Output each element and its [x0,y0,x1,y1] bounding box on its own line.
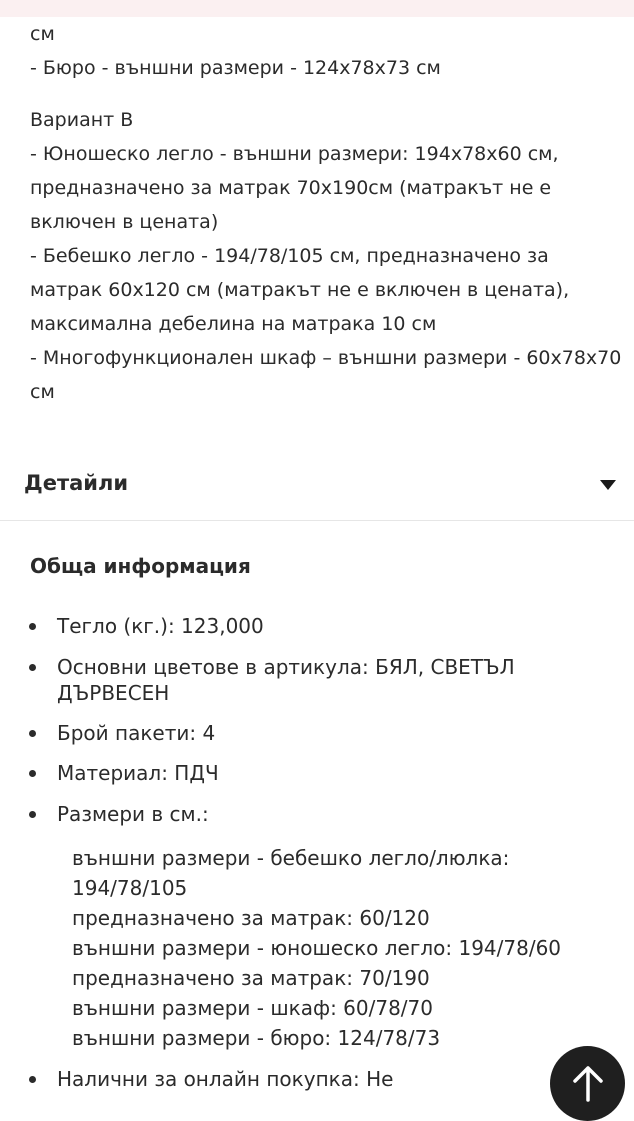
bullet-icon [29,664,36,671]
details-accordion-header[interactable] [0,452,634,521]
description-line: максимална дебелина на матрака 10 см [30,313,437,335]
variant-title: Вариант В [30,109,134,131]
size-line: предназначено за матрак: 60/120 [72,906,430,930]
size-line: външни размери - шкаф: 60/78/70 [72,996,433,1020]
size-line: външни размери - бюро: 124/78/73 [72,1026,441,1050]
bullet-icon [29,730,36,737]
description-line: - Юношеско легло - външни размери: 194x78x60 см, [30,143,559,165]
size-line: 194/78/105 [72,876,188,900]
bullet-icon [29,623,36,630]
list-item-colors: Основни цветове в артикула: БЯЛ, СВЕТЪЛ ДЪРВЕСЕН [57,654,515,706]
description-line: включен в цената) [30,211,219,233]
list-item-online: Налични за онлайн покупка: Не [57,1066,393,1092]
general-info-title: Обща информация [30,554,251,578]
top-banner-strip [0,0,634,17]
description-line: - Бебешко легло - 194/78/105 см, предназначено за [30,245,549,267]
list-item-sizes: Размери в см.: [57,801,209,827]
details-title: Детайли [24,471,129,495]
description-line: - Бюро - външни размери - 124x78x73 см [30,57,441,79]
bullet-icon [29,1076,36,1083]
product-description [30,17,620,409]
arrow-up-icon [569,1063,607,1103]
size-line: предназначено за матрак: 70/190 [72,966,430,990]
description-line: см [30,23,55,45]
caret-down-icon [600,480,616,490]
size-line: външни размери - бебешко легло/люлка: [72,846,510,870]
bullet-icon [29,770,36,777]
description-line: - Многофункционален шкаф – външни размери - 60x78x70 [30,347,622,369]
list-item-material: Материал: ПДЧ [57,760,219,786]
bullet-icon [29,811,36,818]
sizes-list [72,843,561,1053]
list-item-packages: Брой пакети: 4 [57,720,215,746]
list-item-weight: Тегло (кг.): 123,000 [57,613,264,639]
description-line: см [30,381,55,403]
description-line: матрак 60x120 см (матракът не е включен в цената), [30,279,570,301]
description-line: предназначено за матрак 70x190см (матракът не е [30,177,552,199]
size-line: външни размери - юношеско легло: 194/78/60 [72,936,562,960]
scroll-to-top-button[interactable] [550,1046,625,1121]
